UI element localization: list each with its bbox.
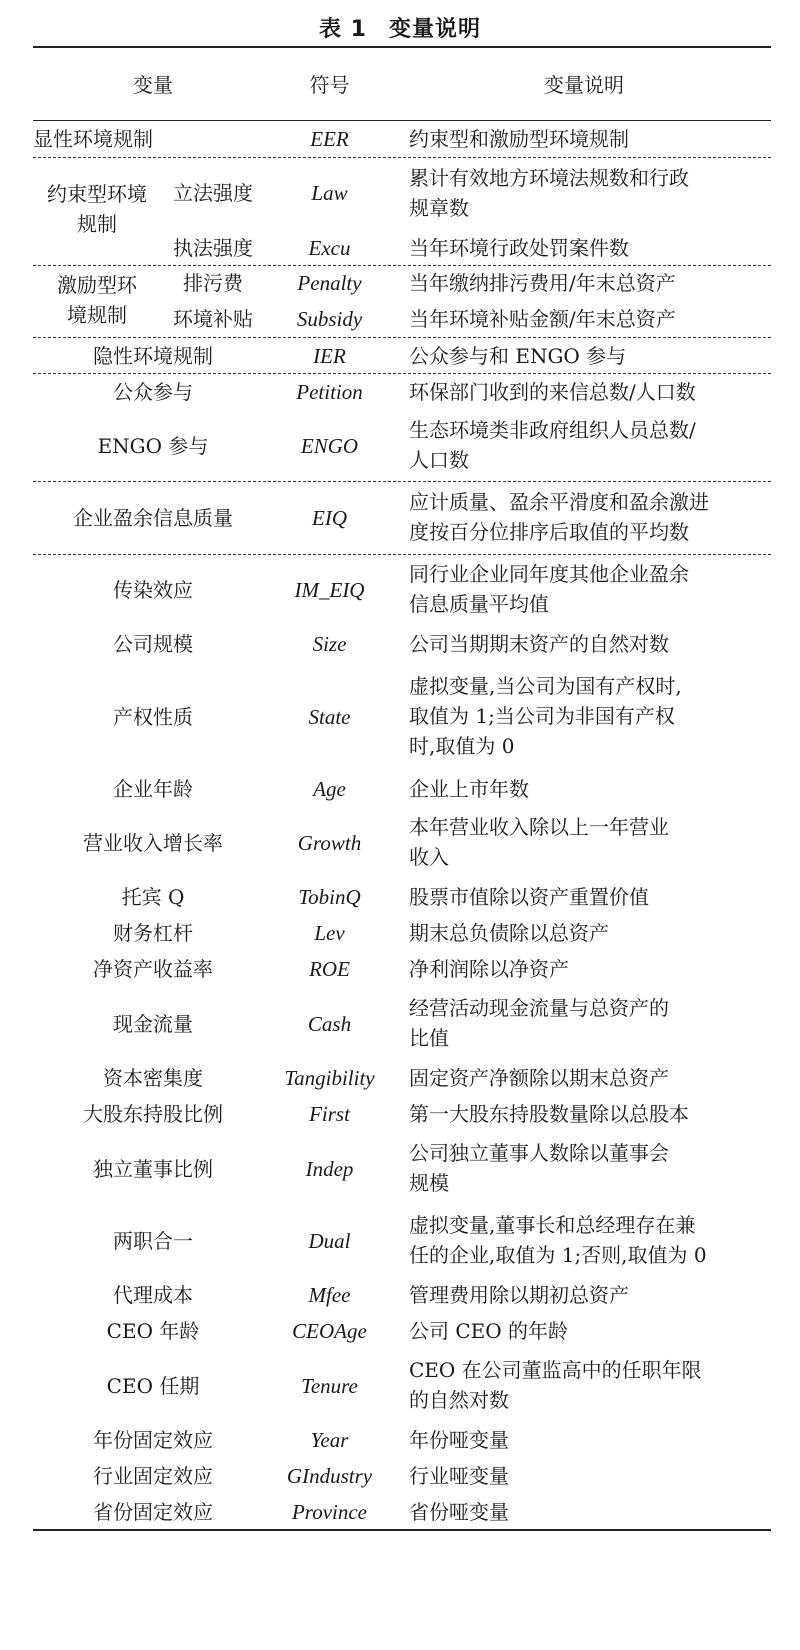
variable-description: CEO 在公司董监高中的任职年限 的自然对数 xyxy=(409,1358,702,1412)
variable-description: 约束型和激励型环境规制 xyxy=(409,127,629,151)
variable-description: 应计质量、盈余平滑度和盈余激进 度按百分位排序后取值的平均数 xyxy=(409,490,709,544)
variable-name: CEO 任期 xyxy=(106,1374,200,1398)
variable-description: 生态环境类非政府组织人员总数/ 人口数 xyxy=(409,418,696,472)
variable-name: 企业年龄 xyxy=(113,777,193,801)
variable-name: 独立董事比例 xyxy=(93,1157,213,1181)
variable-symbol: Province xyxy=(291,1500,368,1524)
variable-symbol: IM_EIQ xyxy=(294,578,365,602)
variable-description: 同行业企业同年度其他企业盈余 信息质量平均值 xyxy=(409,562,689,616)
variable-name: 托宾 Q xyxy=(121,885,185,909)
variable-name: 环境补贴 xyxy=(173,307,253,331)
variable-symbol: Subsidy xyxy=(296,307,363,331)
variable-name: 年份固定效应 xyxy=(93,1428,213,1452)
variable-name: 两职合一 xyxy=(113,1229,193,1253)
variable-description: 本年营业收入除以上一年营业 收入 xyxy=(409,815,669,869)
divider-4 xyxy=(33,373,771,374)
variable-symbol: EIQ xyxy=(312,506,347,530)
variable-name: 产权性质 xyxy=(113,705,193,729)
variable-symbol: Size xyxy=(312,632,347,656)
group-label: 约束型环境 规制 xyxy=(47,182,147,236)
variable-description: 公众参与和 ENGO 参与 xyxy=(409,344,627,368)
variable-symbol: CEOAge xyxy=(292,1319,367,1343)
variable-symbol: First xyxy=(309,1102,350,1126)
variable-name: 立法强度 xyxy=(173,181,253,205)
variable-name: 营业收入增长率 xyxy=(83,831,223,855)
variable-description: 第一大股东持股数量除以总股本 xyxy=(409,1102,689,1126)
variable-symbol: Excu xyxy=(308,236,351,260)
variable-symbol: ROE xyxy=(309,957,350,981)
bottom-rule xyxy=(33,1529,771,1531)
variable-name: 排污费 xyxy=(183,271,243,295)
variable-description: 年份哑变量 xyxy=(409,1428,509,1452)
variable-symbol: Indep xyxy=(305,1157,354,1181)
variable-name: 隐性环境规制 xyxy=(93,344,213,368)
variable-description: 公司 CEO 的年龄 xyxy=(409,1319,569,1343)
divider-1 xyxy=(33,157,771,158)
variable-description: 净利润除以净资产 xyxy=(409,957,569,981)
variable-description: 当年环境补贴金额/年末总资产 xyxy=(409,307,676,331)
variable-symbol: GIndustry xyxy=(286,1464,373,1488)
table-title: 变量说明 xyxy=(388,17,481,42)
variable-name: 公众参与 xyxy=(113,380,193,404)
variable-symbol: Petition xyxy=(296,380,363,404)
variable-description: 企业上市年数 xyxy=(409,777,529,801)
variable-symbol: State xyxy=(308,705,351,729)
table-number: 表 1 xyxy=(319,17,367,42)
divider-2 xyxy=(33,265,771,266)
variable-symbol: Growth xyxy=(297,831,362,855)
variable-description: 环保部门收到的来信总数/人口数 xyxy=(409,380,696,404)
variable-symbol: Tenure xyxy=(301,1374,358,1398)
variable-name: 净资产收益率 xyxy=(93,957,213,981)
variable-symbol: Year xyxy=(310,1428,349,1452)
table-caption xyxy=(0,12,800,43)
variable-name: 企业盈余信息质量 xyxy=(73,506,233,530)
variable-name: 大股东持股比例 xyxy=(83,1102,223,1126)
variable-symbol: Cash xyxy=(307,1012,352,1036)
variable-symbol: TobinQ xyxy=(298,885,361,909)
variable-description: 累计有效地方环境法规数和行政 规章数 xyxy=(409,166,689,220)
variable-symbol: Dual xyxy=(308,1229,351,1253)
variable-name: 行业固定效应 xyxy=(93,1464,213,1488)
variable-description: 行业哑变量 xyxy=(409,1464,509,1488)
variable-name: 省份固定效应 xyxy=(93,1500,213,1524)
variable-description: 虚拟变量,当公司为国有产权时, 取值为 1;当公司为非国有产权 时,取值为 0 xyxy=(409,674,682,758)
variable-description: 经营活动现金流量与总资产的 比值 xyxy=(409,996,669,1050)
variable-symbol: Lev xyxy=(314,921,345,945)
divider-5 xyxy=(33,481,771,482)
variable-name: CEO 年龄 xyxy=(106,1319,200,1343)
variable-symbol: Age xyxy=(313,777,346,801)
divider-6 xyxy=(33,554,771,555)
variable-name: 执法强度 xyxy=(173,236,253,260)
variable-description: 省份哑变量 xyxy=(409,1500,509,1524)
variable-symbol: Tangibility xyxy=(284,1066,375,1090)
variable-name: 代理成本 xyxy=(113,1283,193,1307)
variable-description: 固定资产净额除以期末总资产 xyxy=(409,1066,669,1090)
variable-symbol: ENGO xyxy=(300,434,359,458)
variable-description: 公司独立董事人数除以董事会 规模 xyxy=(409,1141,669,1195)
variable-symbol: EER xyxy=(310,127,349,151)
top-rule xyxy=(33,46,771,48)
group-label: 激励型环 境规制 xyxy=(57,273,137,327)
variable-name: 财务杠杆 xyxy=(113,921,193,945)
header-symbol: 符号 xyxy=(309,73,350,97)
header-variable: 变量 xyxy=(133,73,173,97)
variable-symbol: Law xyxy=(311,181,348,205)
variable-description: 公司当期期末资产的自然对数 xyxy=(409,632,669,656)
divider-3 xyxy=(33,337,771,338)
variable-description: 虚拟变量,董事长和总经理存在兼 任的企业,取值为 1;否则,取值为 0 xyxy=(409,1213,707,1267)
variable-symbol: Mfee xyxy=(308,1283,351,1307)
variable-name: 显性环境规制 xyxy=(33,127,153,151)
variable-description: 当年环境行政处罚案件数 xyxy=(409,236,629,260)
variable-name: ENGO 参与 xyxy=(97,434,209,458)
variable-description: 当年缴纳排污费用/年末总资产 xyxy=(409,271,676,295)
variable-name: 现金流量 xyxy=(113,1012,193,1036)
variable-description: 股票市值除以资产重置价值 xyxy=(409,885,649,909)
variable-name: 传染效应 xyxy=(113,578,193,602)
variable-description: 期末总负债除以总资产 xyxy=(409,921,609,945)
header-rule xyxy=(33,120,771,121)
variable-description: 管理费用除以期初总资产 xyxy=(409,1283,629,1307)
header-description: 变量说明 xyxy=(544,73,624,97)
variable-symbol: IER xyxy=(313,344,346,368)
variable-symbol: Penalty xyxy=(297,271,362,295)
variable-name: 资本密集度 xyxy=(103,1066,203,1090)
variable-name: 公司规模 xyxy=(113,632,193,656)
